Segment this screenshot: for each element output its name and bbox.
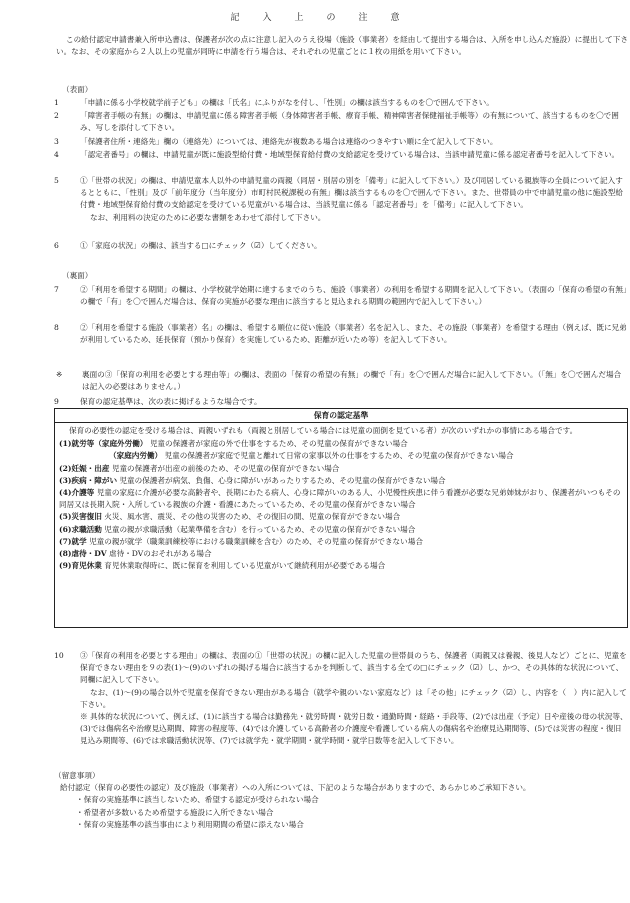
basis-row-text: 児童の保護者が家庭で児童と離れて日常の家事以外の仕事をするため、その児童の保育ができない場合 xyxy=(164,451,514,461)
basis-table xyxy=(54,408,628,628)
item-text: ②「利用を希望する期間」の欄は、小学校就学始期に達するまでのうち、施設（事業者）の利用を希望する期間を記入して下さい。（表面の「保育の希望の有無」の欄で「有」を〇で囲んだ場合は、保育の実施が必要な理由に該当すると見込まれる期間の範囲内で記入して下さい。） xyxy=(80,285,627,307)
note-mark: ※ xyxy=(80,712,88,722)
basis-row xyxy=(59,548,623,560)
basis-row xyxy=(59,487,623,511)
basis-row-text: 育児休業取得時に、既に保育を利用している児童がいて継続利用が必要である場合 xyxy=(104,561,386,571)
basis-table-heading: 保育の認定基準 xyxy=(55,409,627,423)
basis-row-label: (7)就学 xyxy=(59,536,87,546)
item-number: 9 xyxy=(54,397,59,406)
basis-row-label: （家庭内労働） xyxy=(109,451,163,461)
basis-row-label: (3)疾病・障がい xyxy=(59,475,118,485)
item-number: 8 xyxy=(54,323,59,332)
basis-row-text: 虐待・DVのおそれがある場合 xyxy=(109,549,212,559)
basis-row xyxy=(59,511,623,523)
note-item-9 xyxy=(54,396,628,408)
note-item-2 xyxy=(54,110,628,134)
basis-row-label: (2)妊娠・出産 xyxy=(59,463,110,473)
item-text: 「保護者住所・連絡先」欄の（連絡先）については、連絡先が複数ある場合は連絡のつきやすい順に全て記入して下さい。 xyxy=(80,137,498,146)
page-title: 記入上の注意 xyxy=(230,13,423,23)
note-item-6 xyxy=(54,240,628,252)
item-text: ②「利用を希望する施設（事業者）名」の欄は、希望する順位に従い施設（事業者）名を記入し、また、その施設（事業者）を希望する理由（例えば、既に兄弟が利用しているため、延長保育（預かり保育）を実施しているため、距離が近いため等）を記入して下さい。 xyxy=(80,323,627,345)
basis-row-text: 児童の保護者が家庭の外で仕事をするため、その児童の保育ができない場合 xyxy=(149,439,408,449)
note-item-5 xyxy=(54,175,628,224)
basis-row-text: 児童の家庭に介護が必要な高齢者や、長期にわたる病人、心身に障がいのある人、小児慢性疾患に伴う看護が必要な兄弟姉妹がおり、保護者がいつもその同居又は長期入院・入所している親族の介護・看護にあたっているため、その児童の保育ができない場合 xyxy=(59,488,621,510)
basis-table-body xyxy=(55,423,627,572)
note-item-7 xyxy=(54,284,628,308)
item-number: 3 xyxy=(54,137,59,146)
basis-row xyxy=(59,450,623,462)
basis-row-text: 児童の親が求職活動（起業準備を含む）を行っているため、その児童の保育ができない場合 xyxy=(104,524,416,534)
note-text: 具体的な状況について、例えば、(1)に該当する場合は勤務先・就労時間・就労日数・通勤時間・経路・手段等、(2)では出産（予定）日や産後の母の状況等、(3)では傷病名や治療見込期間、障害の程度等、(4)では介護している高齢者の介護度や看護している病人の傷病名や治療見込期間等、(5)では災害の程度・復旧見込み期間等、(6)では求職活動状況等、(7)では就学先・就学期間・就学時間・就学日数等を記入して下さい。 xyxy=(80,712,628,746)
note-item-3 xyxy=(54,136,628,148)
item-text: ①「世帯の状況」の欄は、申請児童本人以外の申請児童の両親（同居・別居の別を「備考」に記入して下さい。）及び同居している親族等の全員について記入するとともに、「性別」及び「前年度分（当年度分）市町村民税課税の有無」欄は該当するものを〇で囲んで下さい。また、世帯員の中で申請児童の他に施設型給付費・地域型保育給付費の支給認定を受けている児童がいる場合は、当該児童に係る「認定者番号」を「備考」に記入して下さい。 xyxy=(80,176,623,210)
basis-row-label: (5)災害復旧 xyxy=(59,512,102,522)
note-item-4 xyxy=(54,149,628,161)
basis-row-label: (9)育児休業 xyxy=(59,561,102,571)
basis-row-label: (8)虐待・DV xyxy=(59,549,107,559)
remarks-bullet: ・希望者が多数いるため希望する施設に入所できない場合 xyxy=(76,807,274,817)
basis-row-text: 児童の保護者が病気、負傷、心身に障がいがあったりするため、その児童の保育ができない場合 xyxy=(119,475,446,485)
basis-intro: 保育の必要性の認定を受ける場合は、両親いずれも（両親と別居している場合には児童の面倒を見ている者）が次のいずれかの事情にある場合です。 xyxy=(69,426,578,435)
item-number: 10 xyxy=(54,651,64,660)
item-text: 「申請に係る小学校就学前子ども」の欄は「氏名」にふりがなを付し、「性別」の欄は該当するものを〇で囲んで下さい。 xyxy=(80,98,494,107)
basis-row-label: (4)介護等 xyxy=(59,488,95,498)
item-text-3 xyxy=(80,711,628,748)
item-text-2: なお、(1)～(9)の場合以外で児童を保育できない理由がある場合（就学や親のいない家庭など）は「その他」にチェック（☑）し、内容を（ ）内に記入して下さい。 xyxy=(80,687,627,709)
basis-row-text: 火災、風水害、震災、その他の災害のため、その復旧の間、児童の保育ができない場合 xyxy=(104,512,401,522)
item-text: ①「家庭の状況」の欄は、該当する□にチェック（☑）してください。 xyxy=(80,241,322,250)
item-text: ③「保育の利用を必要とする理由」の欄は、表面の①「世帯の状況」の欄に記入した児童の世帯員のうち、保護者（両親又は養親、後見人など）ごとに、児童を保育できない理由を９の表(1)～(9)のいずれの掲げる場合に該当するかを判断して、該当する全ての□にチェック（☑）し、かつ、その具体的な状況について、同欄に記入して下さい。 xyxy=(80,651,627,685)
item-text: 保育の認定基準は、次の表に掲げるような場合です。 xyxy=(80,397,262,406)
basis-row-label: (6)求職活動 xyxy=(59,524,102,534)
remarks-bullet: ・保育の実施基準の該当事由により利用期間の希望に添えない場合 xyxy=(76,819,304,829)
remarks-bullet: ・保育の実施基準に該当しないため、希望する認定が受けられない場合 xyxy=(76,795,319,805)
item-number: 5 xyxy=(54,176,59,185)
basis-row xyxy=(59,475,623,487)
remarks-intro: 給付認定（保育の必要性の認定）及び施設（事業者）への入所については、下記のような場合がありますので、あらかじめご承知下さい。 xyxy=(60,783,531,793)
item-number: 7 xyxy=(54,285,59,294)
note-item-10 xyxy=(54,650,628,748)
item-number: 4 xyxy=(54,150,59,159)
note-item-8 xyxy=(54,322,628,346)
back-heading: （裏面） xyxy=(62,271,93,280)
back-note xyxy=(56,369,628,393)
note-item-1 xyxy=(54,97,628,109)
note-text: 裏面の③「保育の利用を必要とする理由等」の欄は、表面の「保育の希望の有無」の欄で「有」を〇で囲んだ場合に記入して下さい。（「無」を〇で囲んだ場合は記入の必要はありません。） xyxy=(82,370,622,392)
basis-row xyxy=(59,463,623,475)
remarks-section xyxy=(54,770,628,831)
note-mark: ※ xyxy=(56,370,63,379)
item-number: 1 xyxy=(54,98,59,107)
remarks-heading: （留意事項） xyxy=(54,771,100,780)
item-extra-text: なお、利用料の決定のために必要な書類をあわせて添付して下さい。 xyxy=(90,212,326,222)
basis-row-text: 児童の親が就学（職業訓練校等における職業訓練を含む）のため、その児童の保育ができない場合 xyxy=(89,536,423,546)
item-number: 6 xyxy=(54,241,59,250)
basis-row xyxy=(59,560,623,572)
item-text: 「障害者手帳の有無」の欄は、申請児童に係る障害者手帳（身体障害者手帳、療育手帳、精神障害者保健福祉手帳等）の有無について、該当するものを〇で囲み、写しを添付して下さい。 xyxy=(80,111,619,133)
front-heading: （表面） xyxy=(62,85,93,94)
basis-row-label: (1)就労等（家庭外労働） xyxy=(59,439,148,449)
intro-paragraph: この給付認定申請書兼入所申込書は、保護者が次の点に注意し記入のうえ役場（施設（事業者）を経由して提出する場合は、入所を申し込んだ施設）に提出して下さい。なお、その家庭から２人以上の児童が同時に申請を行う場合は、それぞれの児童ごとに１枚の用紙を用いて下さい。 xyxy=(56,35,628,57)
basis-row xyxy=(59,438,623,450)
item-text: 「認定者番号」の欄は、申請児童が既に施設型給付費・地域型保育給付費の支給認定を受けている場合は、当該申請児童に係る認定者番号を記入して下さい。 xyxy=(80,150,620,159)
item-number: 2 xyxy=(54,111,59,120)
basis-row xyxy=(59,524,623,536)
basis-row-text: 児童の保護者が出産の前後のため、その児童の保育ができない場合 xyxy=(111,463,340,473)
basis-row xyxy=(59,536,623,548)
